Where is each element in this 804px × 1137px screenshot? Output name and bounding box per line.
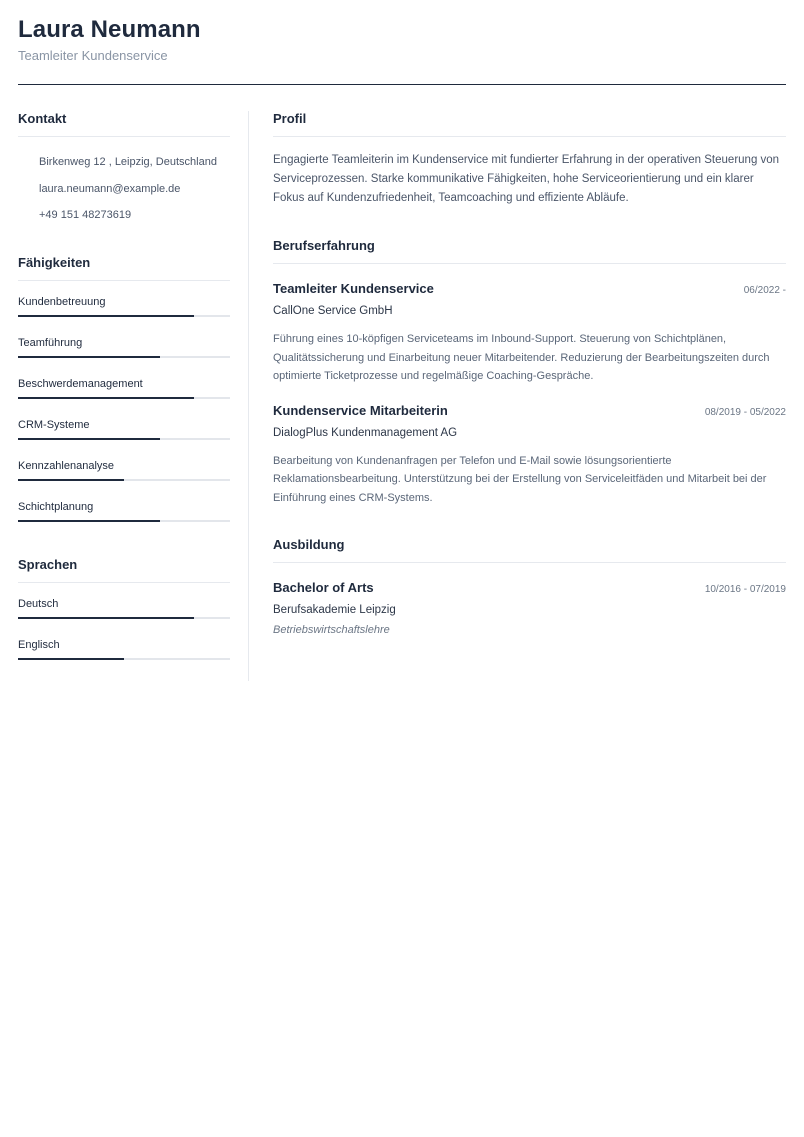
skill-label: Kundenbetreuung <box>18 295 106 308</box>
entry-title: Kundenservice Mitarbeiterin <box>273 402 448 418</box>
entry-head <box>273 579 786 597</box>
skill-level-fill <box>18 438 160 440</box>
language-level-bar <box>18 617 230 619</box>
education-section <box>273 537 786 636</box>
skills-title: Fähigkeiten <box>18 255 230 281</box>
location-icon <box>18 157 39 167</box>
contact-phone[interactable] <box>18 202 230 229</box>
skill-label: Schichtplanung <box>18 500 94 513</box>
entry-description: Bearbeitung von Kundenanfragen per Telefon und E-Mail sowie lösungsorientierte Reklamationsbearbeitung. Unterstützung bei der Erstellung von Serviceleitfäden und Mitarbeit bei der Einführung eines CRM-Systems. <box>273 454 767 504</box>
contact-list <box>18 149 230 229</box>
contact-phone-text[interactable]: +49 151 48273619 <box>39 209 132 222</box>
entry-organization: Berufsakademie Leipzig <box>273 604 396 616</box>
contact-address <box>18 149 230 176</box>
skill-level-fill <box>18 315 194 317</box>
skill-level-fill <box>18 520 160 522</box>
languages-list <box>18 597 230 665</box>
skill-label: CRM-Systeme <box>18 418 90 431</box>
entry-date: 10/2016 - 07/2019 <box>704 584 786 595</box>
skill-label: Kennzahlenanalyse <box>18 459 115 472</box>
person-role: Teamleiter Kundenservice <box>18 48 168 63</box>
skill-level-fill <box>18 479 124 481</box>
entry-title: Bachelor of Arts <box>273 580 374 595</box>
skill-item <box>18 418 230 445</box>
language-label: Deutsch <box>18 597 59 610</box>
entry-date: 06/2022 - <box>743 285 786 296</box>
skill-item <box>18 295 230 322</box>
resume-content <box>18 111 786 681</box>
education-title: Ausbildung <box>273 537 786 563</box>
profile-title: Profil <box>273 111 786 137</box>
profile-text: Engagierte Teamleiterin im Kundenservice mit fundierter Erfahrung in der operativen Steuerung von Serviceprozessen. Starke kommunikative Fähigkeiten, hohe Serviceorientierung und ein klarer Fokus auf Kundenzufriedenheit, Teamcoaching und effiziente Abläufe. <box>273 154 780 204</box>
skills-list <box>18 295 230 527</box>
skill-item <box>18 336 230 363</box>
entry-head <box>273 280 786 298</box>
entry-description: Führung eines 10-köpfigen Serviceteams im Inbound-Support. Steuerung von Schichtplänen, Qualitätssicherung und Einarbeitung neuer Mitarbeitender. Reduzierung der Bearbeitungszeiten durch optimierte Ticketprozesse und regelmäßige Coaching-Gespräche. <box>273 333 770 382</box>
skill-level-bar <box>18 397 230 399</box>
skill-level-bar <box>18 520 230 522</box>
skill-level-bar <box>18 438 230 440</box>
skill-item <box>18 377 230 404</box>
skill-level-fill <box>18 397 194 399</box>
entry-title: Teamleiter Kundenservice <box>273 281 434 296</box>
experience-entry <box>273 402 786 508</box>
education-entry <box>273 579 786 636</box>
entry-date: 08/2019 - 05/2022 <box>704 406 786 418</box>
entry-head <box>273 402 786 420</box>
entry-subject: Betriebswirtschaftslehre <box>273 624 390 636</box>
language-level-fill <box>18 617 194 619</box>
resume-header <box>18 0 786 85</box>
contact-email[interactable] <box>18 176 230 203</box>
contact-address-text: Birkenweg 12 , Leipzig, Deutschland <box>39 156 217 169</box>
skill-level-bar <box>18 479 230 481</box>
experience-entry <box>273 280 786 386</box>
entry-organization: DialogPlus Kundenmanagement AG <box>273 426 458 439</box>
skill-level-bar <box>18 356 230 358</box>
skill-level-bar <box>18 315 230 317</box>
skill-level-fill <box>18 356 160 358</box>
email-icon <box>18 184 39 194</box>
person-name: Laura Neumann <box>18 16 201 43</box>
entry-organization: CallOne Service GmbH <box>273 305 393 317</box>
skill-item <box>18 459 230 486</box>
language-level-fill <box>18 658 124 660</box>
sidebar <box>18 111 249 681</box>
languages-title: Sprachen <box>18 557 230 583</box>
main-column <box>249 111 786 681</box>
language-item <box>18 597 230 624</box>
skill-label: Beschwerdemanagement <box>18 377 143 390</box>
contact-title: Kontakt <box>18 111 230 137</box>
language-label: Englisch <box>18 638 60 651</box>
experience-title: Berufserfahrung <box>273 238 786 264</box>
skill-label: Teamführung <box>18 336 83 349</box>
language-level-bar <box>18 658 230 660</box>
phone-icon <box>18 210 39 220</box>
contact-email-text[interactable]: laura.neumann@example.de <box>39 182 181 195</box>
skill-item <box>18 500 230 527</box>
experience-section <box>273 238 786 507</box>
language-item <box>18 638 230 665</box>
